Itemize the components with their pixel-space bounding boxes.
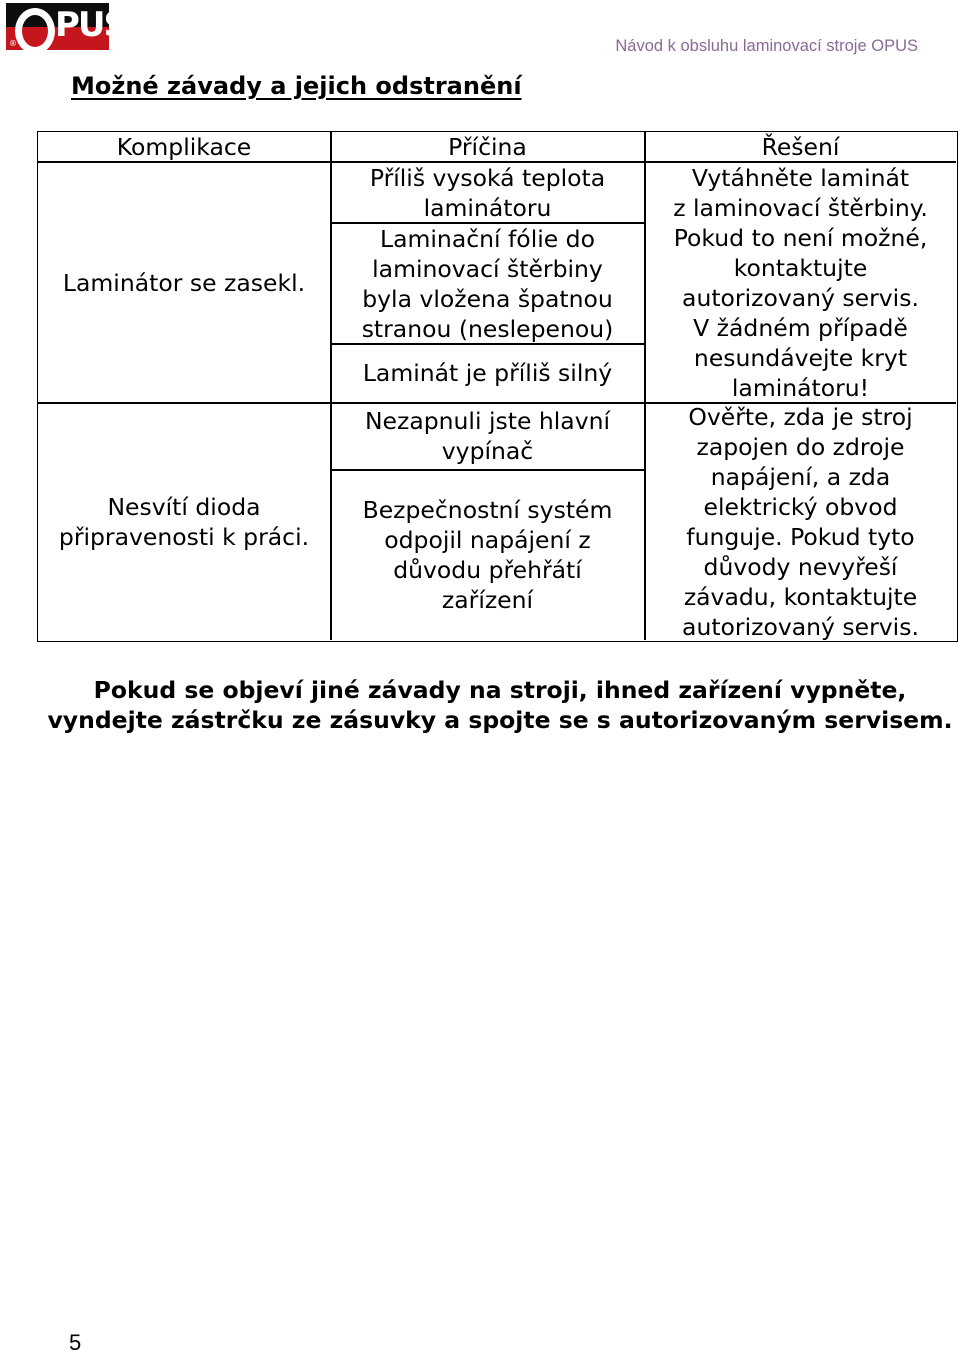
solution-line: závadu, kontaktujte bbox=[683, 582, 918, 611]
solution-line: Vytáhněte laminát bbox=[691, 163, 910, 192]
cause-cell: Laminát je příliš silný bbox=[362, 359, 613, 387]
header-doc-title: Návod k obsluhu laminovací stroje OPUS bbox=[615, 37, 918, 55]
cause-cell: Bezpečnostní systém odpojil napájení z důvodu přehřátí zařízení bbox=[362, 496, 613, 614]
cause-cell: Příliš vysoká teplota laminátoru bbox=[369, 164, 606, 222]
solution-line: nesundávejte kryt bbox=[693, 343, 908, 372]
problem-cell: Laminátor se zasekl. bbox=[62, 268, 306, 297]
cause-cell: Laminační fólie do laminovací štěrbiny byla vložena špatnou stranou (neslepenou) bbox=[361, 225, 614, 343]
page-title: Možné závady a jejich odstranění bbox=[71, 72, 522, 100]
header-komplikace: Komplikace bbox=[116, 133, 252, 161]
warning-note: Pokud se objeví jiné závady na stroji, ihned zařízení vypněte, vyndejte zástrčku ze zásuvky a spojte se s autorizovaným servisem. bbox=[47, 676, 953, 734]
problem-cell: Nesvítí dioda připravenosti k práci. bbox=[58, 492, 310, 551]
solution-line: laminátoru! bbox=[731, 373, 870, 402]
solution-line: funguje. Pokud tyto bbox=[686, 522, 915, 551]
solution-line: z laminovací štěrbiny. bbox=[673, 193, 928, 222]
header-reseni: Řešení bbox=[761, 133, 840, 161]
solution-line: Pokud to není možné, bbox=[673, 223, 928, 252]
solution-line: autorizovaný servis. bbox=[682, 283, 919, 312]
solution-line: napájení, a zda bbox=[710, 462, 891, 491]
cause-cell: Nezapnuli jste hlavní vypínač bbox=[364, 407, 611, 465]
solution-line: elektrický obvod bbox=[703, 492, 898, 521]
troubleshooting-table bbox=[37, 131, 958, 642]
logo-wordmark: PUS bbox=[55, 5, 127, 45]
header-pricina: Příčina bbox=[448, 133, 527, 161]
solution-line: Ověřte, zda je stroj bbox=[688, 402, 913, 431]
logo-o-ring-icon bbox=[15, 8, 55, 54]
solution-line: autorizovaný servis. bbox=[682, 612, 919, 641]
solution-line: V žádném případě bbox=[693, 313, 908, 342]
page-number: 5 bbox=[69, 1330, 82, 1355]
solution-cell bbox=[645, 403, 956, 640]
solution-line: důvody nevyřeší bbox=[703, 552, 898, 581]
opus-logo bbox=[6, 3, 127, 50]
logo-registered-mark: ® bbox=[9, 39, 17, 48]
solution-cell bbox=[645, 163, 956, 402]
solution-line: kontaktujte bbox=[733, 253, 868, 282]
solution-line: zapojen do zdroje bbox=[696, 432, 905, 461]
